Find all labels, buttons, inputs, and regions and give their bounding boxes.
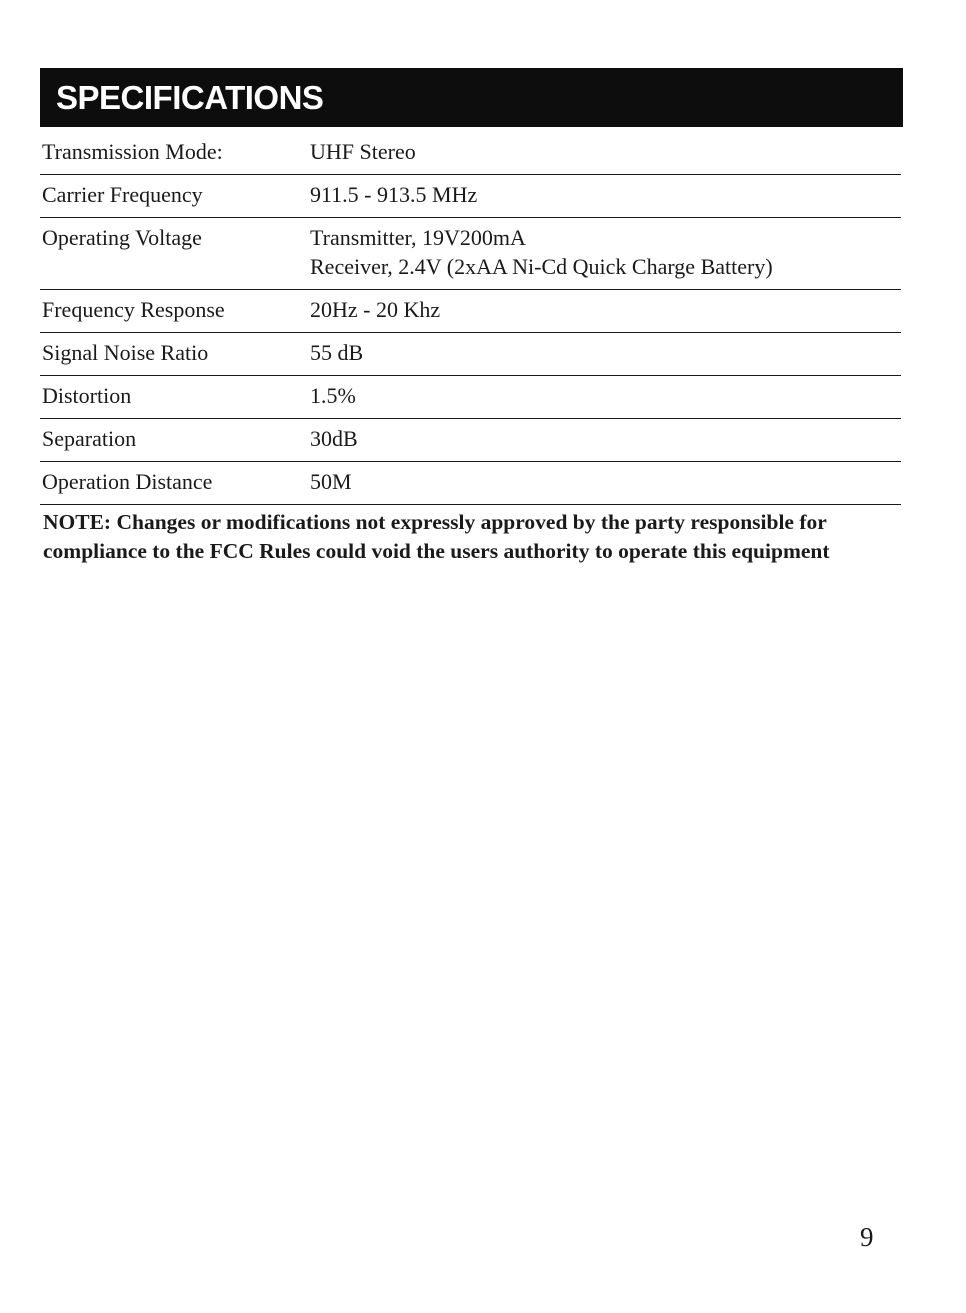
spec-value-line: Receiver, 2.4V (2xAA Ni-Cd Quick Charge Battery) [310,254,773,279]
spec-row-operating-voltage [40,218,901,290]
specifications-table [40,137,901,505]
spec-label: Separation [42,426,137,451]
spec-value [310,137,901,166]
spec-value [310,295,901,324]
spec-value-line: 50M [310,469,352,494]
spec-label: Signal Noise Ratio [42,340,209,365]
spec-value-line: 911.5 - 913.5 MHz [310,182,478,207]
spec-label: Carrier Frequency [42,182,203,207]
fcc-note: NOTE: Changes or modifications not expressly approved by the party responsible for compliance to the FCC Rules could void the users authority to operate this equipment [43,510,830,563]
spec-value [310,381,901,410]
spec-label: Operating Voltage [42,225,202,250]
page-number: 9 [860,1222,874,1252]
spec-label: Transmission Mode: [42,139,223,164]
spec-row-separation [40,419,901,462]
section-title: SPECIFICATIONS [56,79,324,116]
spec-label: Operation Distance [42,469,213,494]
spec-label: Frequency Response [42,297,225,322]
spec-value-line: 1.5% [310,383,356,408]
spec-value-line: Transmitter, 19V200mA [310,225,526,250]
spec-value-line: 20Hz - 20 Khz [310,297,441,322]
spec-value [310,338,901,367]
spec-value [310,223,901,281]
spec-row-frequency-response [40,290,901,333]
spec-value [310,467,901,496]
section-header-bar [40,68,903,127]
spec-label: Distortion [42,383,132,408]
spec-value [310,180,901,209]
spec-row-transmission-mode [40,137,901,175]
spec-row-carrier-frequency [40,175,901,218]
spec-value [310,424,901,453]
spec-value-line: UHF Stereo [310,139,416,164]
spec-value-line: 30dB [310,426,358,451]
spec-value-line: 55 dB [310,340,364,365]
spec-row-operation-distance [40,462,901,505]
spec-row-signal-noise-ratio [40,333,901,376]
spec-row-distortion [40,376,901,419]
